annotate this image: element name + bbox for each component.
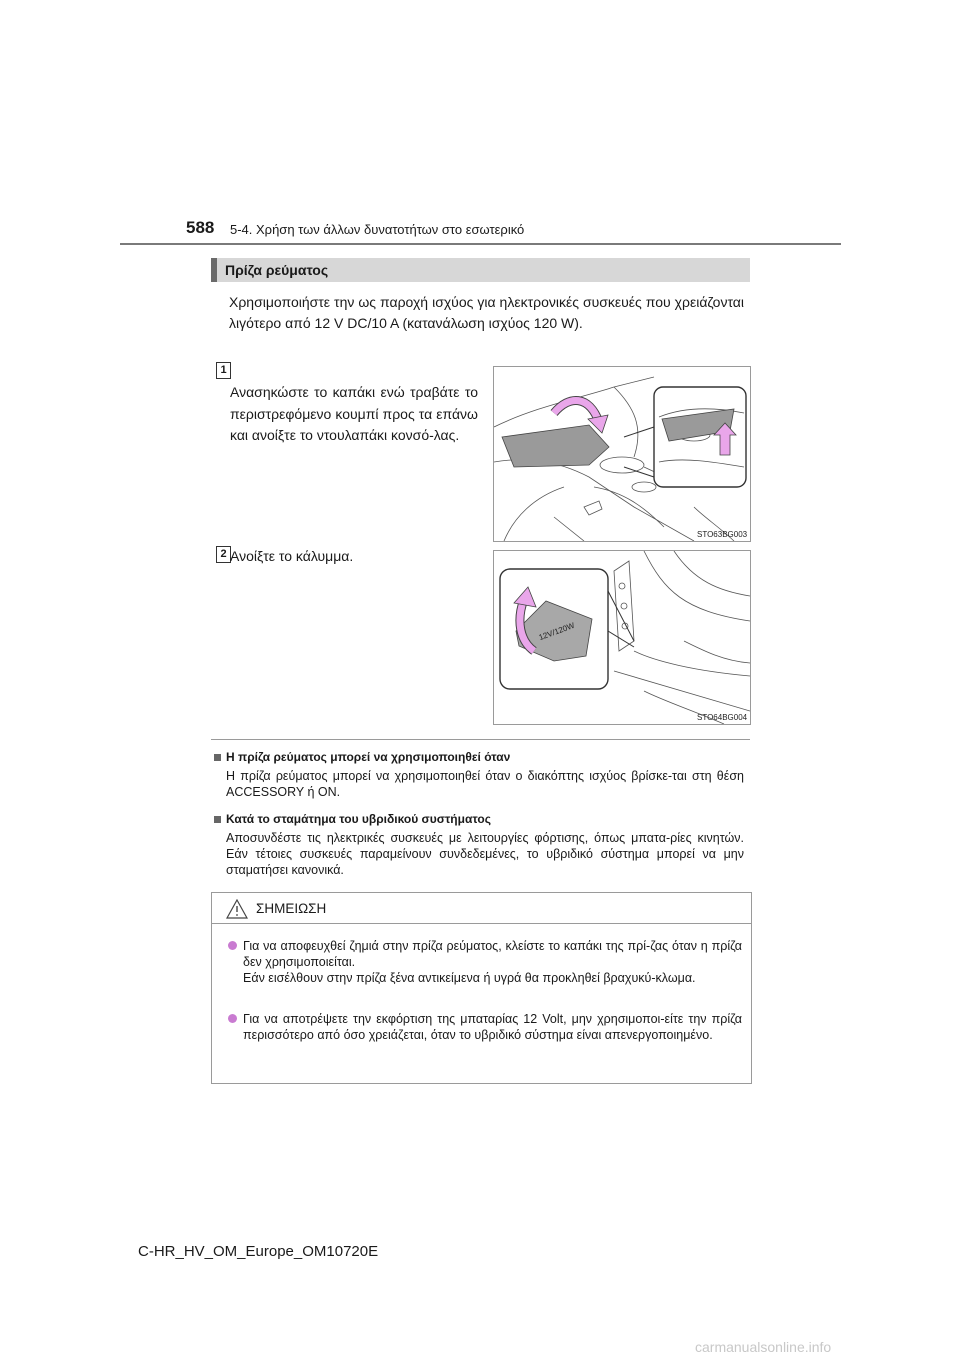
step-number-2: 2 [216, 546, 231, 563]
notice-item-2-line-1: Για να αποτρέψετε την εκφόρτιση της μπαταρίας 12 Volt, μην χρησιμοποι-είτε την πρίζα περισσότερο από όσο χρειάζεται, όταν το υβριδικό σύστημα είναι απενεργοποιημένο. [243, 1012, 742, 1042]
intro-paragraph: Χρησιμοποιήστε την ως παροχή ισχύος για ηλεκτρονικές συσκευές που χρειάζονται λιγότερο από 12 V DC/10 A (κατανάλωση ισχύος 120 W). [229, 294, 744, 331]
document-code: C-HR_HV_OM_Europe_OM10720E [138, 1243, 379, 1260]
notice-item-2 [228, 1011, 742, 1043]
console-box-figure [493, 366, 751, 542]
note-2-title: Κατά το σταμάτημα του υβριδικού συστήματος [226, 812, 491, 826]
note-1 [214, 750, 744, 800]
step-2-text: Ανοίξτε το κάλυμμα. [230, 548, 354, 564]
figure-1-code: STO63BG003 [697, 530, 748, 539]
square-bullet-icon [214, 816, 221, 823]
notice-item-1-line-2: Εάν εισέλθουν στην πρίζα ξένα αντικείμενα ή υγρά θα προκληθεί βραχυκύ-κλωμα. [243, 971, 696, 985]
notice-item-1 [228, 938, 742, 986]
heading-accent [211, 258, 217, 282]
socket-cover-figure [493, 550, 751, 725]
notice-box [211, 892, 752, 1084]
socket-cover-illustration [494, 551, 750, 724]
figure-2-code: STO64BG004 [697, 713, 748, 722]
section-heading-bar [211, 258, 750, 282]
note-1-title: Η πρίζα ρεύματος μπορεί να χρησιμοποιηθεί όταν [226, 750, 511, 764]
notice-item-1-line-1: Για να αποφευχθεί ζημιά στην πρίζα ρεύματος, κλείστε το καπάκι της πρί-ζας όταν η πρίζα δεν χρησιμοποιείται. [243, 939, 742, 969]
square-bullet-icon [214, 754, 221, 761]
section-heading: Πρίζα ρεύματος [225, 262, 329, 278]
notice-header-divider [212, 923, 751, 924]
notes-divider [211, 739, 750, 740]
notice-label: ΣΗΜΕΙΩΣΗ [256, 901, 327, 916]
note-2 [214, 812, 744, 878]
step-number-1: 1 [216, 362, 231, 379]
note-2-body: Αποσυνδέστε τις ηλεκτρικές συσκευές με λειτουργίες φόρτισης, όπως μπατα-ρίες κινητών. Εάν τέτοιες συσκευές παραμείνουν συνδεδεμένες, το υβριδικό σύστημα μπορεί να μην σταματήσει κανονικά. [226, 831, 744, 877]
watermark: carmanualsonline.info [695, 1339, 832, 1355]
header-divider [120, 243, 841, 245]
section-title: 5-4. Χρήση των άλλων δυνατοτήτων στο εσωτερικό [230, 222, 525, 237]
page-number: 588 [186, 218, 215, 237]
bullet-icon [228, 1014, 237, 1023]
warning-triangle-icon [226, 899, 248, 919]
bullet-icon [228, 941, 237, 950]
socket-label: 12V/120W [537, 620, 576, 643]
note-1-body: Η πρίζα ρεύματος μπορεί να χρησιμοποιηθεί όταν ο διακόπτης ισχύος βρίσκε-ται στη θέση ACCESSORY ή ON. [226, 769, 744, 799]
console-box-illustration [494, 367, 750, 541]
step-1-text: Ανασηκώστε το καπάκι ενώ τραβάτε το περιστρεφόμενο κουμπί προς τα επάνω και ανοίξτε το ντουλαπάκι κονσό-λας. [230, 384, 478, 443]
